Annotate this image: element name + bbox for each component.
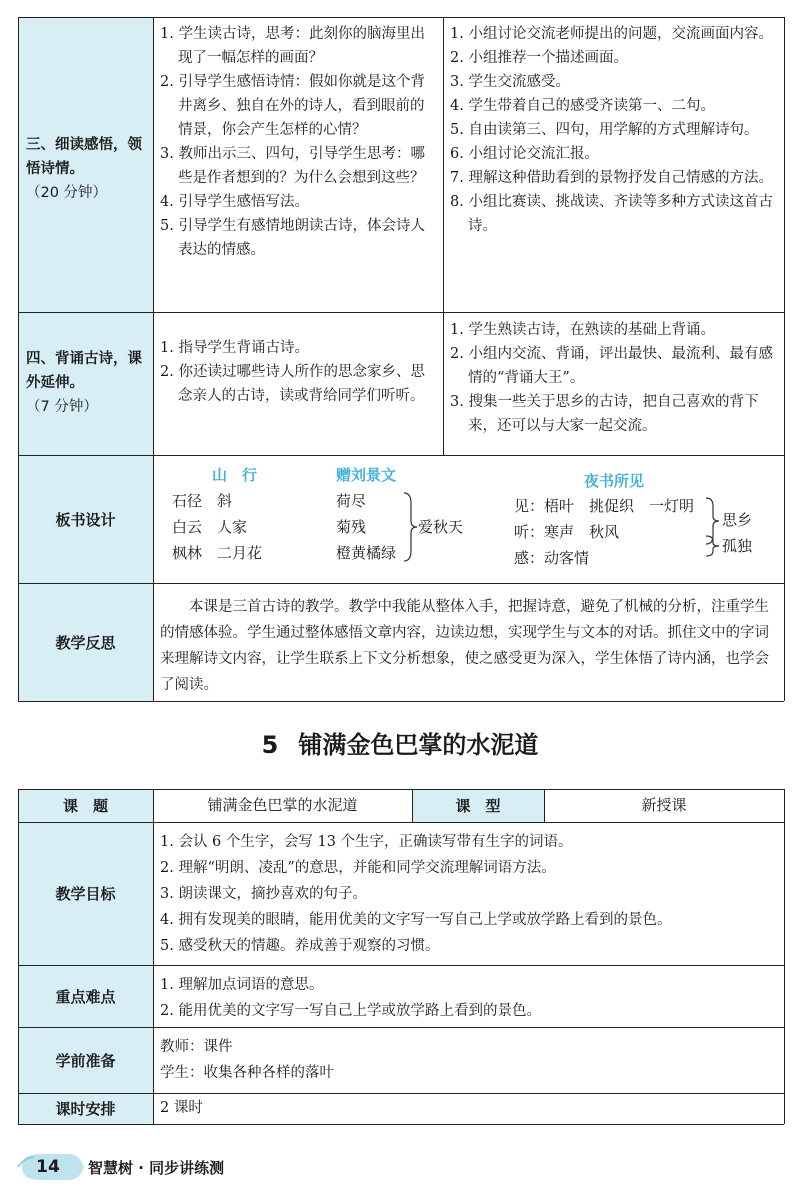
table-border — [18, 789, 19, 1124]
section3-student-list — [450, 22, 780, 238]
prep-label-cell: 学前准备 — [18, 1027, 153, 1093]
table-border — [18, 455, 784, 456]
lesson-heading — [0, 728, 800, 762]
table-border — [153, 789, 154, 1124]
poem3-line: 感：动客情 — [514, 549, 590, 567]
board-label: 板书设计 — [55, 510, 116, 529]
topic-value: 铺满金色巴掌的水泥道 — [207, 796, 358, 814]
poem1-line: 枫林 二月花 — [172, 544, 263, 562]
topic-label-cell: 课 题 — [18, 789, 153, 822]
prep-content — [160, 1034, 334, 1086]
prep-teacher: 教师：课件 — [160, 1039, 233, 1055]
table-border — [18, 1093, 784, 1094]
poem2-summary: 爱秋天 — [418, 518, 464, 536]
list-item: 2. 小组内交流、背诵，评出最快、最流利、最有感情的“背诵大王”。 — [450, 346, 773, 386]
list-item: 4. 拥有发现美的眼睛，能用优美的文字写一写自己上学或放学路上看到的景色。 — [160, 912, 672, 928]
page-number: 14 — [36, 1157, 60, 1177]
list-item: 2. 能用优美的文字写一写自己上学或放学路上看到的景色。 — [160, 1003, 541, 1019]
list-item: 1. 指导学生背诵古诗。 — [160, 340, 309, 356]
list-item: 4. 学生带着自己的感受齐读第一、二句。 — [450, 98, 715, 114]
list-item: 4. 引导学生感悟写法。 — [160, 194, 309, 210]
goals-list — [160, 829, 780, 959]
list-item: 1. 理解加点词语的意思。 — [160, 977, 324, 993]
hours-value: 2 课时 — [160, 1100, 203, 1116]
list-item: 3. 教师出示三、四句，引导学生思考：哪些是作者想到的？为什么会想到这些？ — [160, 146, 425, 186]
goals-label-cell: 教学目标 — [18, 822, 153, 965]
table-border — [18, 17, 784, 18]
section3-label: 三、细读感悟，领悟诗情。 （20 分钟） — [26, 137, 142, 201]
hours-label-cell: 课时安排 — [18, 1093, 153, 1124]
list-item: 1. 会认 6 个生字，会写 13 个生字，正确读写带有生字的词语。 — [160, 834, 573, 850]
reflection-label-cell — [18, 583, 153, 701]
poem3-title: 夜书所见 — [584, 472, 645, 490]
list-item: 2. 引导学生感悟诗情：假如你就是这个背井离乡、独自在外的诗人，看到眼前的情景，你会产生怎样的心情？ — [160, 74, 425, 138]
table-border — [18, 822, 784, 823]
type-label-cell: 课 型 — [412, 789, 544, 822]
section4-label: 四、背诵古诗，课外延伸。 （7 分钟） — [26, 351, 142, 415]
list-item: 2. 理解“明朗、凌乱”的意思，并能和同学交流理解词语方法。 — [160, 860, 556, 876]
list-item: 6. 小组讨论交流汇报。 — [450, 146, 599, 162]
list-item: 5. 引导学生有感情地朗读古诗，体会诗人表达的情感。 — [160, 218, 425, 258]
section4-teacher-list — [160, 336, 436, 408]
table-border — [18, 583, 784, 584]
poem2-title: 赠刘景文 — [336, 466, 397, 484]
table-border — [443, 17, 444, 455]
list-item: 1. 学生熟读古诗，在熟读的基础上背诵。 — [450, 322, 715, 338]
book-title: 智慧树 · 同步讲练测 — [88, 1159, 225, 1177]
table-border — [412, 789, 413, 822]
poem3-line: 见：梧叶 挑促织 一灯明 — [514, 497, 695, 515]
prep-student: 学生：收集各种各样的落叶 — [160, 1065, 334, 1081]
poem1-line: 石径 斜 — [172, 492, 233, 510]
list-item: 2. 你还读过哪些诗人所作的思念家乡、思念亲人的古诗，读或背给同学们听听。 — [160, 364, 425, 404]
list-item: 5. 自由读第三、四句，用学解的方式理解诗句。 — [450, 122, 759, 138]
list-item: 5. 感受秋天的情趣。养成善于观察的习惯。 — [160, 938, 440, 954]
table-border — [18, 312, 784, 313]
list-item: 3. 学生交流感受。 — [450, 74, 570, 90]
key-label-cell: 重点难点 — [18, 965, 153, 1027]
list-item: 1. 小组讨论交流老师提出的问题，交流画面内容。 — [450, 26, 773, 42]
reflection-text: 本课是三首古诗的教学。教学中我能从整体入手，把握诗意，避免了机械的分析，注重学生的情感体验。学生通过整体感悟文章内容，边读边想，实现学生与文本的对话。抓住文中的字词来理解诗文内容，让学生联系上下文分析想象，使之感受更为深入，学生体悟了诗内涵，也学会了阅读。 — [160, 599, 769, 693]
table-border — [18, 789, 784, 790]
brace-icon — [704, 534, 720, 558]
brace-icon — [402, 491, 418, 563]
poem2-line: 荷尽 — [336, 492, 367, 510]
key-list — [160, 972, 780, 1024]
poem3-line: 听：寒声 秋风 — [514, 523, 620, 541]
poem1-title: 山 行 — [212, 466, 258, 484]
lesson-number: 5 — [261, 731, 279, 759]
table-border — [18, 1124, 784, 1125]
table-border — [544, 789, 545, 822]
table-border — [18, 17, 19, 701]
poem3-summary: 孤独 — [722, 537, 753, 555]
board-label-cell — [18, 455, 153, 583]
type-value: 新授课 — [641, 796, 687, 814]
poem2-line: 橙黄橘绿 — [336, 544, 397, 562]
list-item: 8. 小组比赛读、挑战读、齐读等多种方式读这首古诗。 — [450, 194, 773, 234]
table-border — [153, 17, 154, 701]
list-item: 2. 小组推荐一个描述画面。 — [450, 50, 628, 66]
poem3-summary: 思乡 — [722, 511, 753, 529]
section4-student-list — [450, 318, 780, 438]
section3-teacher-list — [160, 22, 436, 262]
list-item: 7. 理解这种借助看到的景物抒发自己情感的方法。 — [450, 170, 773, 186]
lesson-title: 铺满金色巴掌的水泥道 — [298, 731, 539, 759]
list-item: 3. 搜集一些关于思乡的古诗，把自己喜欢的背下来，还可以与大家一起交流。 — [450, 394, 759, 434]
list-item: 1. 学生读古诗，思考：此刻你的脑海里出现了一幅怎样的画面？ — [160, 26, 425, 66]
reflection-label: 教学反思 — [55, 633, 116, 652]
poem1-line: 白云 人家 — [172, 518, 248, 536]
list-item: 3. 朗读课文，摘抄喜欢的句子。 — [160, 886, 367, 902]
table-border — [18, 1027, 784, 1028]
table-border — [784, 789, 785, 1124]
table-border — [18, 701, 784, 702]
table-border — [784, 17, 785, 701]
poem2-line: 菊残 — [336, 518, 367, 536]
table-border — [18, 965, 784, 966]
